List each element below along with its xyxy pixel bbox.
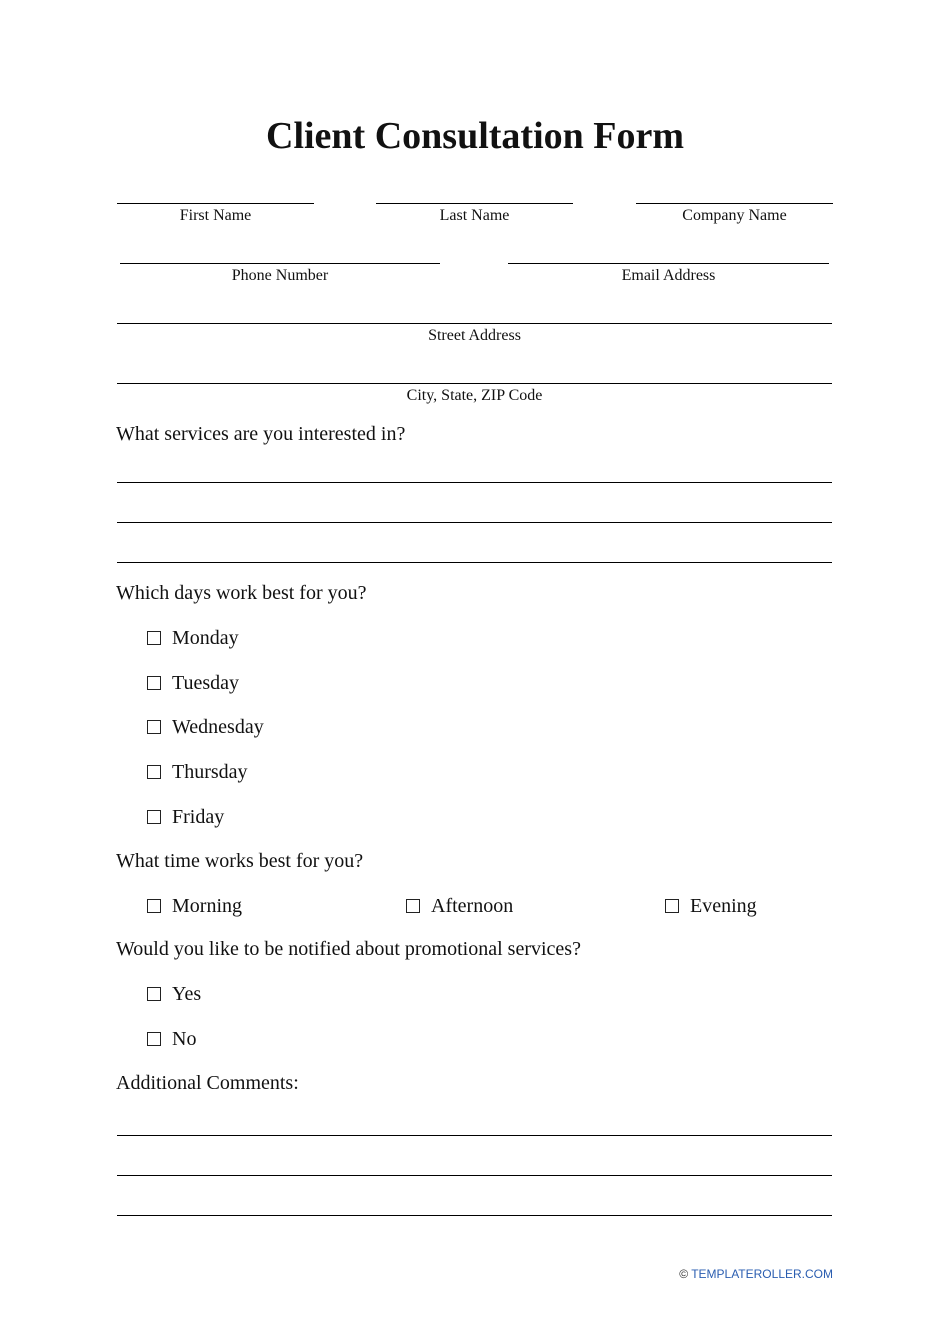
checkbox-icon[interactable] xyxy=(147,631,161,645)
email-address-label: Email Address xyxy=(621,267,716,284)
day-option-friday[interactable] xyxy=(147,804,224,830)
day-option-thursday[interactable] xyxy=(147,759,248,785)
checkbox-icon[interactable] xyxy=(147,810,161,824)
promo-label: No xyxy=(172,1028,197,1050)
phone-number-field[interactable] xyxy=(120,263,440,264)
footer-credit xyxy=(679,1266,833,1282)
day-option-monday[interactable] xyxy=(147,625,239,651)
day-label: Friday xyxy=(172,806,225,828)
checkbox-icon[interactable] xyxy=(147,765,161,779)
checkbox-icon[interactable] xyxy=(147,899,161,913)
time-option-morning[interactable] xyxy=(147,893,242,919)
company-name-field[interactable] xyxy=(636,203,833,204)
last-name-label: Last Name xyxy=(439,207,510,224)
first-name-label: First Name xyxy=(179,207,252,224)
site-link[interactable]: TEMPLATEROLLER.COM xyxy=(691,1267,833,1281)
email-address-field[interactable] xyxy=(508,263,829,264)
services-line-3[interactable] xyxy=(117,562,832,563)
days-question: Which days work best for you? xyxy=(116,582,367,604)
services-line-1[interactable] xyxy=(117,482,832,483)
promo-option-no[interactable] xyxy=(147,1026,196,1052)
time-option-evening[interactable] xyxy=(665,893,757,919)
day-option-tuesday[interactable] xyxy=(147,670,239,696)
page-title: Client Consultation Form xyxy=(266,115,684,157)
street-address-field[interactable] xyxy=(117,323,832,324)
checkbox-icon[interactable] xyxy=(147,720,161,734)
city-state-zip-label: City, State, ZIP Code xyxy=(406,387,543,404)
day-option-wednesday[interactable] xyxy=(147,714,264,740)
street-address-label: Street Address xyxy=(428,327,521,344)
time-label: Afternoon xyxy=(431,895,514,917)
comments-line-1[interactable] xyxy=(117,1135,832,1136)
comments-question: Additional Comments: xyxy=(116,1072,299,1094)
services-question: What services are you interested in? xyxy=(116,423,406,445)
company-name-label: Company Name xyxy=(682,207,787,224)
copyright-symbol: © xyxy=(679,1267,689,1281)
checkbox-icon[interactable] xyxy=(147,1032,161,1046)
promo-label: Yes xyxy=(172,983,202,1005)
day-label: Wednesday xyxy=(172,716,264,738)
checkbox-icon[interactable] xyxy=(406,899,420,913)
last-name-field[interactable] xyxy=(376,203,573,204)
promo-option-yes[interactable] xyxy=(147,981,201,1007)
time-option-afternoon[interactable] xyxy=(406,893,513,919)
comments-line-3[interactable] xyxy=(117,1215,832,1216)
day-label: Thursday xyxy=(172,761,248,783)
checkbox-icon[interactable] xyxy=(665,899,679,913)
comments-line-2[interactable] xyxy=(117,1175,832,1176)
day-label: Tuesday xyxy=(172,672,240,694)
promo-question: Would you like to be notified about promotional services? xyxy=(116,938,581,960)
services-line-2[interactable] xyxy=(117,522,832,523)
checkbox-icon[interactable] xyxy=(147,987,161,1001)
checkbox-icon[interactable] xyxy=(147,676,161,690)
city-state-zip-field[interactable] xyxy=(117,383,832,384)
time-label: Evening xyxy=(690,895,757,917)
phone-number-label: Phone Number xyxy=(231,267,329,284)
time-question: What time works best for you? xyxy=(116,850,364,872)
time-label: Morning xyxy=(172,895,242,917)
day-label: Monday xyxy=(172,627,239,649)
first-name-field[interactable] xyxy=(117,203,314,204)
